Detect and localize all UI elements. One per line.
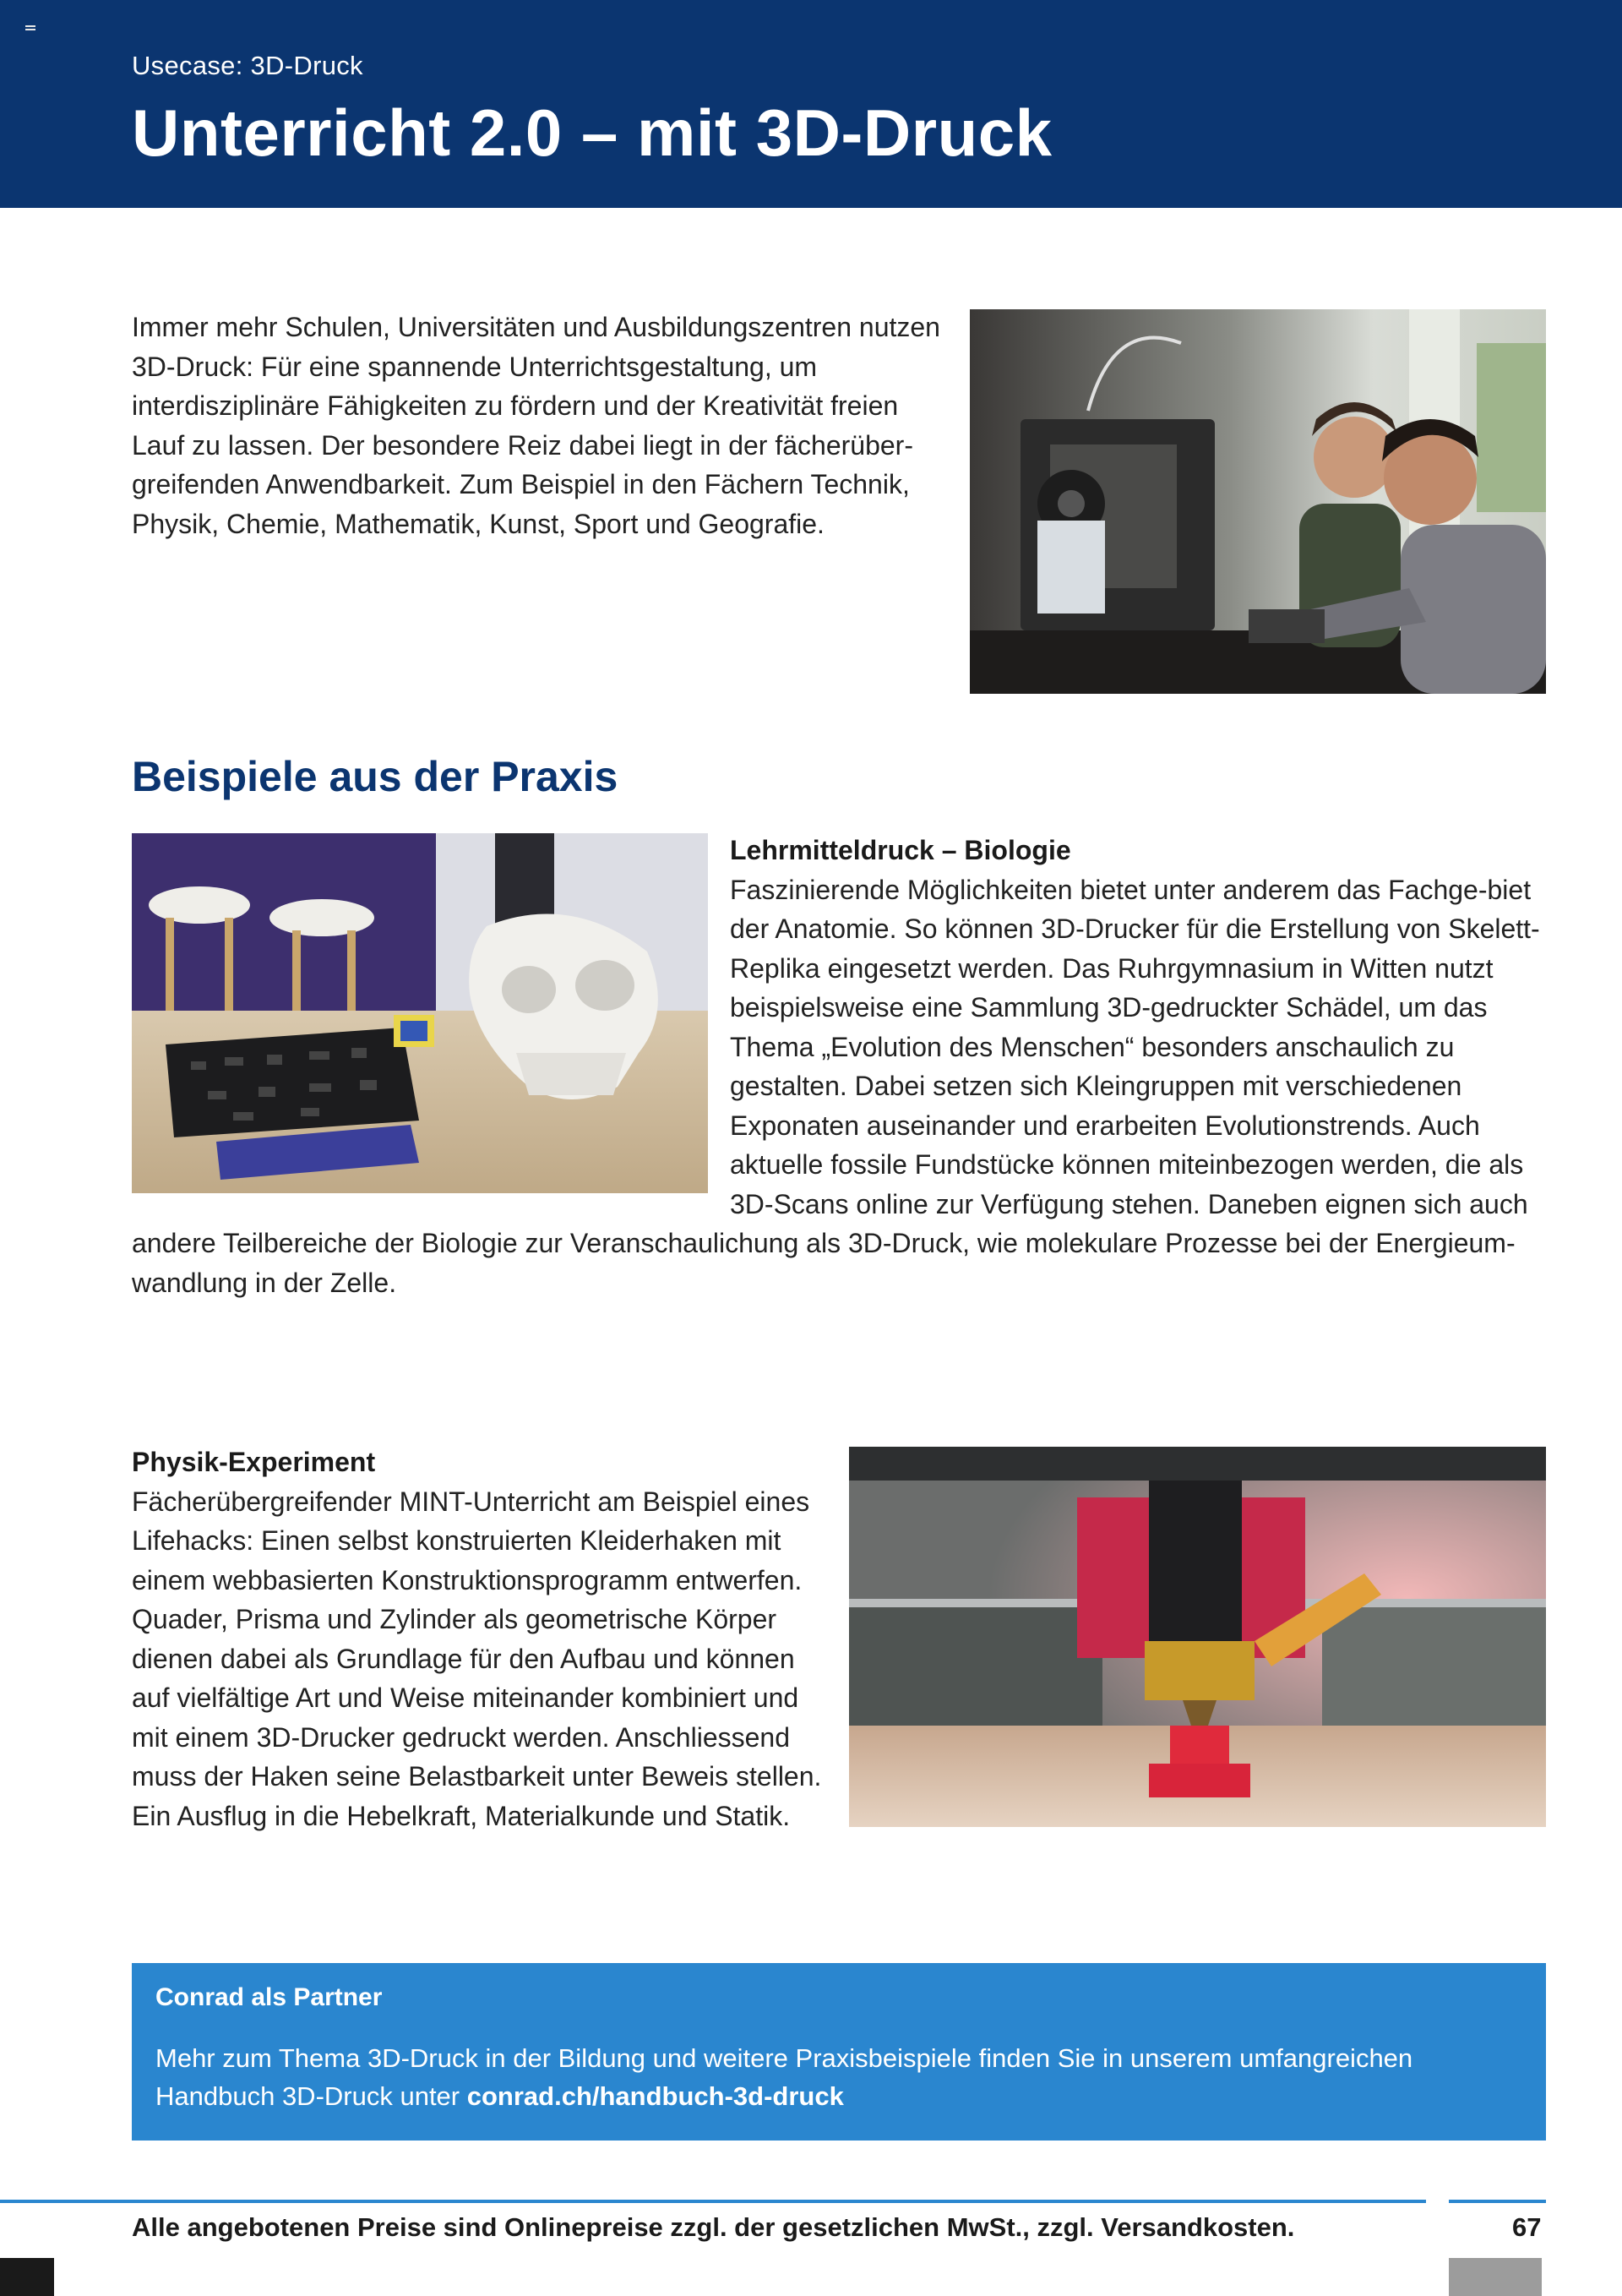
physics-example xyxy=(132,1442,833,1835)
partner-title: Conrad als Partner xyxy=(155,1983,383,2011)
physics-text: Fächerübergreifender MINT-Unterricht am Beispiel eines Lifehacks: Einen selbst konstruierten Kleiderhaken mit einem webbasierten Konstruktionsprogramm entwerfen. Quader, Prisma und Zylinder als geometrische Körper dienen dabei als Grundlage für den Aufbau und können auf vielfältige Art und Weise miteinander kombiniert und mit einem 3D-Drucker gedruckt werden. Anschliessend muss der Haken seine Belastbarkeit unter Beweis stellen. Ein Ausflug in die Hebelkraft, Materialkunde und Statik. xyxy=(132,1486,822,1831)
intro-paragraph: Immer mehr Schulen, Universitäten und Ausbildungszentren nutzen 3D-Druck: Für eine spannende Unterrichtsgestaltung, um interdisziplinäre Fähigkeiten zu fördern und der Kreativität freien Lauf zu lassen. Der besondere Reiz dabei liegt in der fächerüber-greifenden Anwendbarkeit. Zum Beispiel in den Fächern Technik, Physik, Chemie, Mathematik, Kunst, Sport und Geografie. xyxy=(132,312,940,539)
usecase-label: Usecase: 3D-Druck xyxy=(132,51,363,80)
photo-3d-printer-nozzle xyxy=(849,1447,1546,1827)
page-title: Unterricht 2.0 – mit 3D-Druck xyxy=(132,95,1053,170)
footer-divider-right xyxy=(1449,2200,1546,2203)
physics-heading: Physik-Experiment xyxy=(132,1447,376,1477)
biology-example xyxy=(132,831,1543,1302)
photo-students-3d-printer xyxy=(970,309,1546,694)
page-number: 67 xyxy=(1512,2212,1542,2242)
menu-icon xyxy=(25,25,35,34)
partner-body xyxy=(155,2039,1522,2115)
footer-divider-left xyxy=(0,2200,1426,2203)
page-header xyxy=(0,0,1622,208)
partner-link[interactable]: conrad.ch/handbuch-3d-druck xyxy=(466,2081,844,2111)
partner-text: Mehr zum Thema 3D-Druck in der Bildung und weitere Praxisbeispiele finden Sie in unserem umfangreichen Handbuch 3D-Druck unter xyxy=(155,2043,1413,2111)
footer-price-note: Alle angebotenen Preise sind Onlinepreise zzgl. der gesetzlichen MwSt., zzgl. Versandkosten. xyxy=(132,2212,1295,2242)
biology-heading: Lehrmitteldruck – Biologie xyxy=(730,835,1071,865)
biology-text: Faszinierende Möglichkeiten bietet unter anderem das Fachge-biet der Anatomie. So können 3D-Drucker für die Erstellung von Skelett-Replika eingesetzt werden. Das Ruhrgymnasium in Witten nutzt beispielsweise eine Sammlung 3D-gedruckter Schädel, um das Thema „Evolution des Menschen“ besonders anschaulich zu gestalten. Dabei setzen sich Kleingruppen mit verschiedenen Exponaten auseinander und erarbeiten Evolutionstrends. Auch aktuelle fossile Fundstücke können miteinbezogen werden, die als 3D-Scans online zur Verfügung stehen. Daneben eignen sich auch andere Teilbereiche der Biologie zur Veranschaulichung als 3D-Druck, wie molekulare Prozesse bei der Energieum-wandlung in der Zelle. xyxy=(132,874,1540,1298)
corner-tab-right xyxy=(1449,2258,1542,2296)
section-title-praxis: Beispiele aus der Praxis xyxy=(132,753,618,800)
partner-info-box xyxy=(132,1963,1546,2141)
corner-tab-left xyxy=(0,2258,54,2296)
photo-3d-printed-skull xyxy=(132,833,708,1193)
